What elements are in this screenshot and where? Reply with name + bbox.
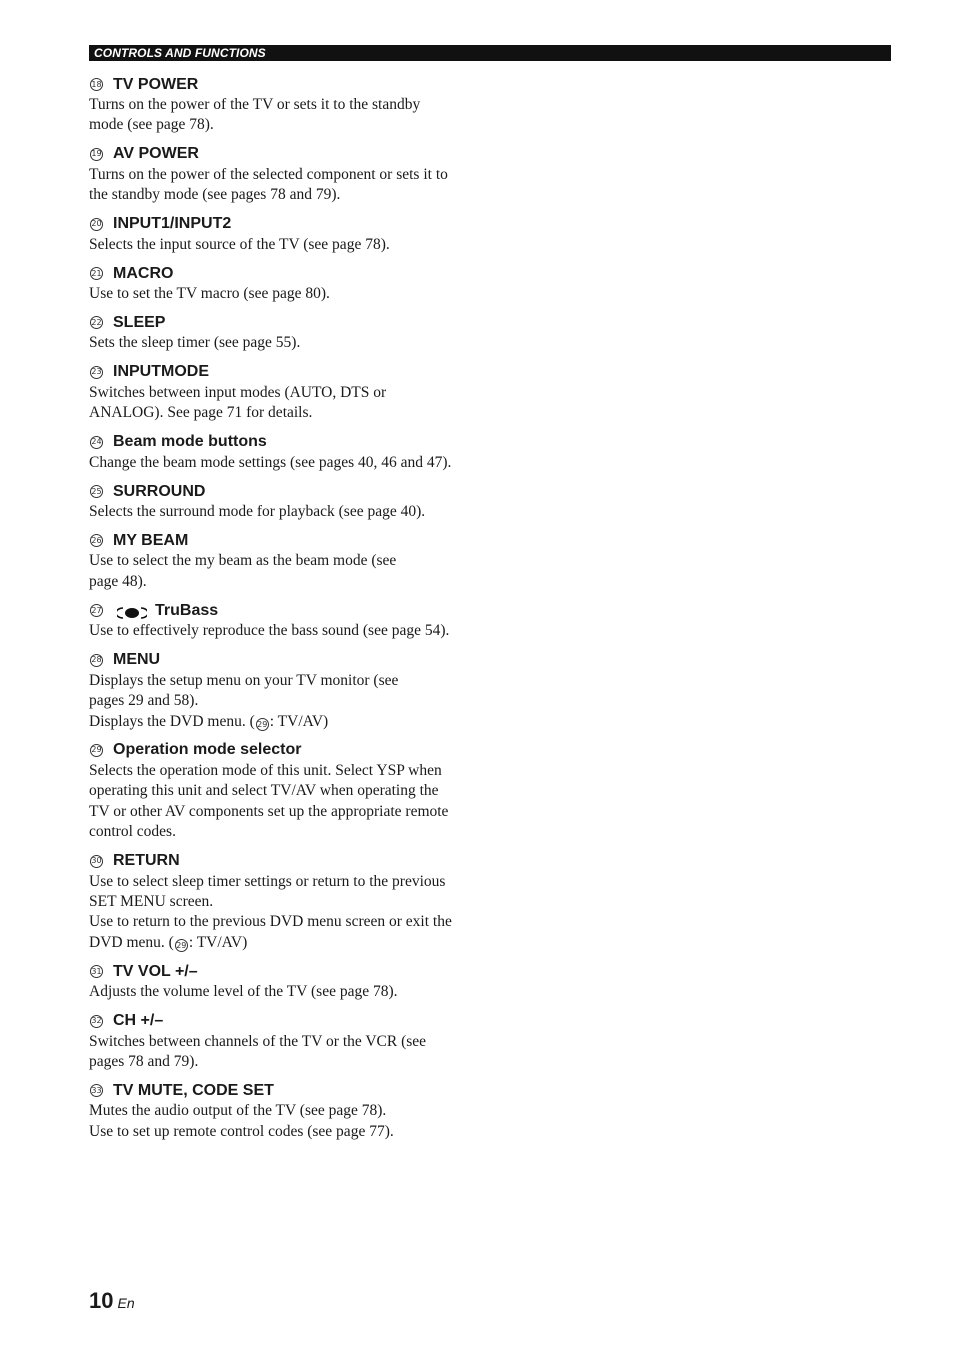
description-line: page 48).: [89, 572, 147, 590]
control-title: MACRO: [113, 264, 174, 282]
control-title: Beam mode buttons: [113, 433, 267, 451]
ref-text-after: : TV/AV): [188, 933, 248, 951]
item-number-badge: 26: [90, 534, 103, 547]
control-entry: [89, 851, 481, 954]
item-number-badge: 25: [90, 485, 103, 498]
control-heading: [89, 600, 481, 621]
description-line: Turns on the power of the selected component or sets it to: [89, 165, 448, 183]
description-line: Selects the input source of the TV (see page 78).: [89, 235, 390, 253]
control-description: [89, 551, 481, 592]
control-heading: [89, 312, 481, 333]
control-heading: [89, 1011, 481, 1032]
control-description: [89, 872, 481, 954]
item-number-badge: 24: [90, 436, 103, 449]
item-number-badge: 19: [90, 148, 103, 161]
item-number-badge: 27: [90, 604, 103, 617]
control-entry: [89, 362, 481, 424]
control-heading: [89, 650, 481, 671]
description-line-with-ref: [89, 712, 481, 732]
control-title: AV POWER: [113, 145, 199, 163]
ref-text-after: : TV/AV): [269, 712, 329, 730]
description-line: ANALOG). See page 71 for details.: [89, 404, 313, 422]
control-description: [89, 1032, 481, 1073]
control-description: [89, 502, 481, 522]
description-line: Use to select sleep timer settings or return to the previous: [89, 872, 446, 890]
ref-text-before: DVD menu. (: [89, 933, 174, 951]
control-title: CH +/–: [113, 1012, 164, 1030]
description-line: SET MENU screen.: [89, 892, 214, 910]
description-line: Switches between input modes (AUTO, DTS or: [89, 383, 387, 401]
control-title: SLEEP: [113, 313, 166, 331]
description-line: Change the beam mode settings (see pages 40, 46 and 47).: [89, 453, 452, 471]
description-line: Sets the sleep timer (see page 55).: [89, 334, 301, 352]
control-heading: [89, 1080, 481, 1101]
control-description: [89, 453, 481, 473]
control-entry: [89, 740, 481, 843]
control-heading: [89, 263, 481, 284]
description-line: Selects the surround mode for playback (see page 40).: [89, 503, 426, 521]
control-entry: [89, 144, 481, 206]
control-entry: [89, 481, 481, 522]
item-number-badge: 22: [90, 316, 103, 329]
item-number-badge: 32: [90, 1015, 103, 1028]
description-line: Use to set the TV macro (see page 80).: [89, 285, 330, 303]
control-description: [89, 671, 481, 732]
description-line: operating this unit and select TV/AV when operating the: [89, 782, 439, 800]
control-heading: [89, 961, 481, 982]
control-entry: [89, 530, 481, 592]
ref-number-badge: 29: [256, 718, 269, 731]
control-title: Operation mode selector: [113, 741, 302, 759]
section-header-bar: [89, 45, 891, 61]
item-number-badge: 28: [90, 654, 103, 667]
item-number-badge: 21: [90, 267, 103, 280]
control-entry: [89, 650, 481, 732]
control-entry: [89, 263, 481, 304]
control-heading: [89, 144, 481, 165]
control-title: TruBass: [155, 601, 219, 619]
control-title: INPUT1/INPUT2: [113, 215, 232, 233]
control-title: SURROUND: [113, 482, 206, 500]
control-title: TV MUTE, CODE SET: [113, 1081, 274, 1099]
control-heading: [89, 481, 481, 502]
description-line: pages 78 and 79).: [89, 1052, 199, 1070]
item-number-badge: 18: [90, 78, 103, 91]
control-description: [89, 95, 481, 136]
section-title: CONTROLS AND FUNCTIONS: [94, 46, 266, 60]
item-number-badge: 31: [90, 965, 103, 978]
description-line: Adjusts the volume level of the TV (see page 78).: [89, 983, 398, 1001]
item-number-badge: 33: [90, 1084, 103, 1097]
control-description: [89, 1101, 481, 1142]
description-line: Displays the setup menu on your TV monitor (see: [89, 671, 399, 689]
control-entry: [89, 432, 481, 473]
control-description: [89, 982, 481, 1002]
description-line: Selects the operation mode of this unit. Select YSP when: [89, 761, 442, 779]
control-title: MENU: [113, 651, 161, 669]
control-description: [89, 333, 481, 353]
description-line: Turns on the power of the TV or sets it to the standby: [89, 96, 421, 113]
description-line: pages 29 and 58).: [89, 692, 199, 710]
control-title: TV VOL +/–: [113, 962, 198, 980]
ref-number-badge: 29: [175, 939, 188, 952]
page-number: 10: [89, 1288, 114, 1313]
control-title: RETURN: [113, 852, 180, 870]
control-title: TV POWER: [113, 75, 199, 93]
control-heading: [89, 74, 481, 95]
description-line: Use to effectively reproduce the bass sound (see page 54).: [89, 622, 450, 640]
description-line: control codes.: [89, 823, 176, 841]
trubass-icon: [117, 605, 147, 617]
control-description: [89, 621, 481, 641]
description-line: Mutes the audio output of the TV (see page 78).: [89, 1102, 387, 1120]
description-line: Switches between channels of the TV or the VCR (see: [89, 1032, 427, 1050]
control-title: INPUTMODE: [113, 363, 209, 381]
control-entry: [89, 312, 481, 353]
control-description: [89, 165, 481, 206]
description-line: Use to return to the previous DVD menu screen or exit the: [89, 913, 452, 931]
control-entry: [89, 74, 481, 136]
control-entry: [89, 961, 481, 1002]
control-entry: [89, 1011, 481, 1073]
description-line-with-ref: [89, 933, 481, 953]
description-line: mode (see page 78).: [89, 116, 214, 134]
description-line: Use to set up remote control codes (see page 77).: [89, 1122, 394, 1140]
control-heading: [89, 432, 481, 453]
item-number-badge: 23: [90, 366, 103, 379]
control-entry: [89, 600, 481, 641]
control-heading: [89, 851, 481, 872]
control-heading: [89, 740, 481, 761]
control-description: [89, 761, 481, 843]
control-heading: [89, 530, 481, 551]
ref-text-before: Displays the DVD menu. (: [89, 712, 255, 730]
description-line: TV or other AV components set up the appropriate remote: [89, 802, 449, 820]
item-number-badge: 20: [90, 218, 103, 231]
control-description: [89, 235, 481, 255]
control-title: MY BEAM: [113, 531, 189, 549]
item-number-badge: 30: [90, 855, 103, 868]
control-description: [89, 284, 481, 304]
description-line: the standby mode (see pages 78 and 79).: [89, 186, 341, 204]
control-entry: [89, 1080, 481, 1142]
description-line: Use to select the my beam as the beam mode (see: [89, 552, 397, 570]
item-number-badge: 29: [90, 744, 103, 757]
control-description: [89, 383, 481, 424]
language-code: En: [117, 1295, 135, 1311]
control-heading: [89, 362, 481, 383]
control-entry: [89, 214, 481, 255]
control-heading: [89, 214, 481, 235]
page-footer: [89, 1288, 135, 1314]
controls-list: [89, 74, 481, 1150]
